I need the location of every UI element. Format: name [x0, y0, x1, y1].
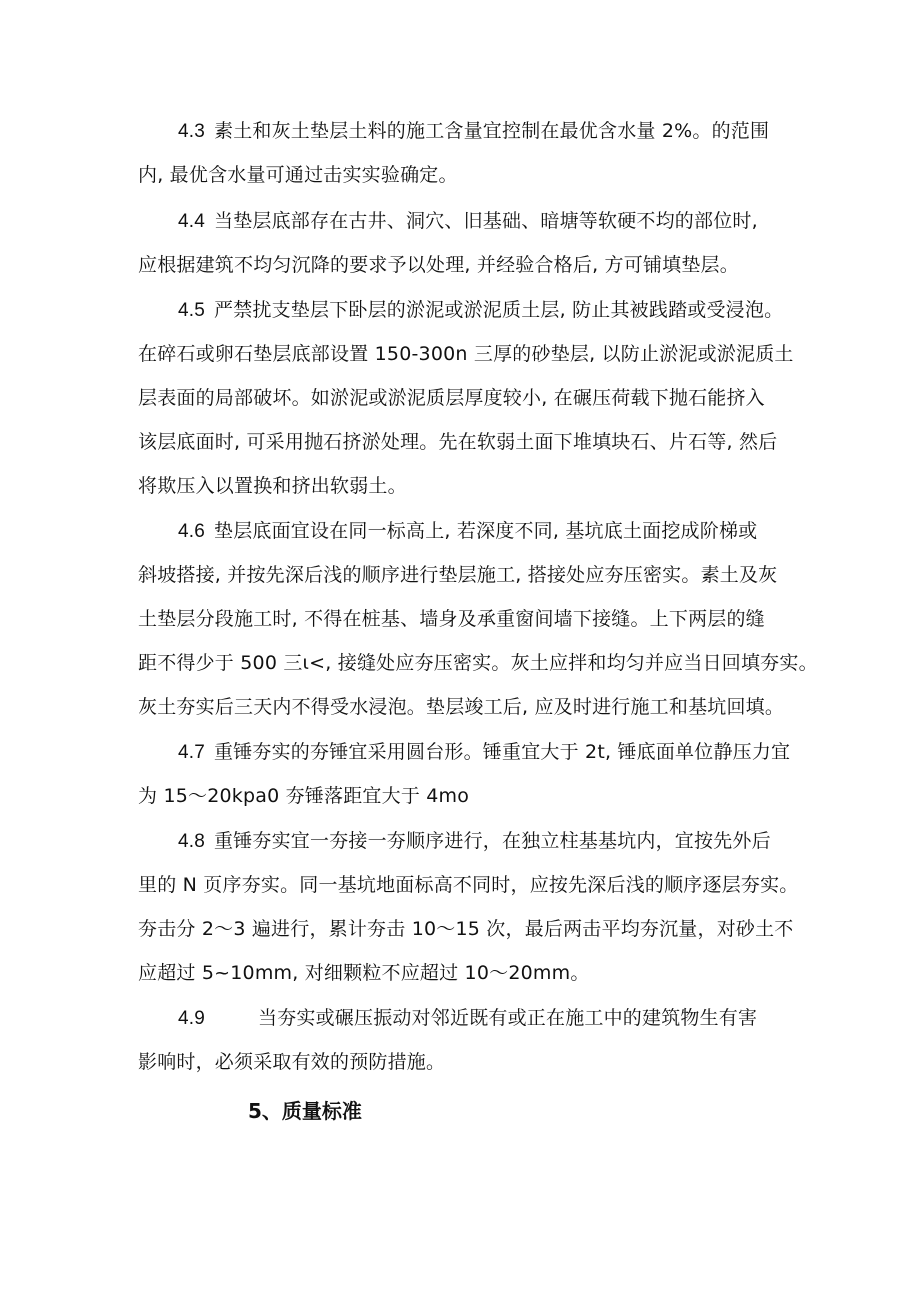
- paragraph-text: 垫层底面宜设在同一标高上, 若深度不同, 基坑底土面挖成阶梯或: [214, 520, 758, 542]
- paragraph-4-7-line-1: [178, 739, 790, 766]
- paragraph-4-6-line-1: [178, 518, 757, 545]
- paragraph-4-5-line-5: 将欺压入以置换和挤出软弱土。: [138, 475, 407, 497]
- paragraph-text: 当夯实或碾压振动对邻近既有或正在施工中的建筑物生有害: [258, 1007, 758, 1029]
- paragraph-4-4-line-2: 应根据建筑不均匀沉降的要求予以处理, 并经验合格后, 方可铺填垫层。: [138, 254, 739, 276]
- paragraph-4-3-line-2: 内, 最优含水量可通过击实实验确定。: [138, 164, 458, 186]
- section-number: 4.3: [178, 121, 206, 142]
- paragraph-4-6-line-5: 灰土夯实后三天内不得受水浸泡。垫层竣工后, 应及时进行施工和基坑回填。: [138, 696, 785, 718]
- section-number: 4.4: [178, 211, 206, 232]
- paragraph-4-9-line-1: [178, 1005, 757, 1032]
- paragraph-4-4-line-1: [178, 208, 758, 235]
- paragraph-text: 严禁扰支垫层下卧层的淤泥或淤泥质土层, 防止其被践踏或受浸泡。: [214, 299, 784, 321]
- paragraph-text: 重锤夯实宜一夯接一夯顺序进行，在独立柱基基坑内，宜按先外后: [214, 830, 771, 852]
- paragraph-4-5-line-3: 层表面的局部破坏。如淤泥或淤泥质层厚度较小, 在碾压荷载下抛石能挤入: [138, 387, 765, 409]
- paragraph-4-7-line-2: 为 15～20kpa0 夯锤落距宜大于 4mo: [138, 785, 470, 807]
- paragraph-text: 当垫层底部存在古井、洞穴、旧基础、暗塘等软硬不均的部位时,: [214, 210, 758, 232]
- paragraph-4-6-line-3: 土垫层分段施工时, 不得在桩基、墙身及承重窗间墙下接缝。上下两层的缝: [138, 608, 765, 630]
- paragraph-4-5-line-2: 在碎石或卵石垫层底部设置 150-300n 三厚的砂垫层, 以防止淤泥或淤泥质土: [138, 343, 794, 365]
- paragraph-4-6-line-2: 斜坡搭接, 并按先深后浅的顺序进行垫层施工, 搭接处应夯压密实。素土及灰: [138, 564, 778, 586]
- section-number: 4.6: [178, 521, 206, 542]
- paragraph-4-6-line-4: 距不得少于 500 三ι<, 接缝处应夯压密实。灰土应拌和均匀并应当日回填夯实。: [138, 652, 818, 674]
- paragraph-4-5-line-4: 该层底面时, 可采用抛石挤淤处理。先在软弱土面下堆填块石、片石等, 然后: [138, 431, 778, 453]
- paragraph-4-5-line-1: [178, 297, 783, 324]
- section-number: 4.9: [178, 1008, 206, 1029]
- paragraph-4-9-line-2: 影响时，必须采取有效的预防措施。: [138, 1051, 446, 1073]
- section-heading-5: 5、质量标准: [248, 1099, 362, 1123]
- paragraph-4-3-line-1: [178, 118, 769, 145]
- paragraph-4-8-line-2: 里的 N 页序夯实。同一基坑地面标高不同时，应按先深后浅的顺序逐层夯实。: [138, 874, 799, 896]
- paragraph-text: 素土和灰土垫层土料的施工含量宜控制在最优含水量 2%。的范围: [214, 120, 770, 142]
- section-number: 4.7: [178, 742, 206, 763]
- section-number: 4.5: [178, 300, 206, 321]
- paragraph-4-8-line-1: [178, 828, 771, 855]
- paragraph-text: 重锤夯实的夯锤宜采用圆台形。锤重宜大于 2t, 锤底面单位静压力宜: [214, 741, 791, 763]
- paragraph-4-8-line-4: 应超过 5~10mm, 对细颗粒不应超过 10～20mm。: [138, 962, 590, 984]
- paragraph-4-8-line-3: 夯击分 2～3 遍进行，累计夯击 10～15 次，最后两击平均夯沉量，对砂土不: [138, 918, 794, 940]
- section-number: 4.8: [178, 831, 206, 852]
